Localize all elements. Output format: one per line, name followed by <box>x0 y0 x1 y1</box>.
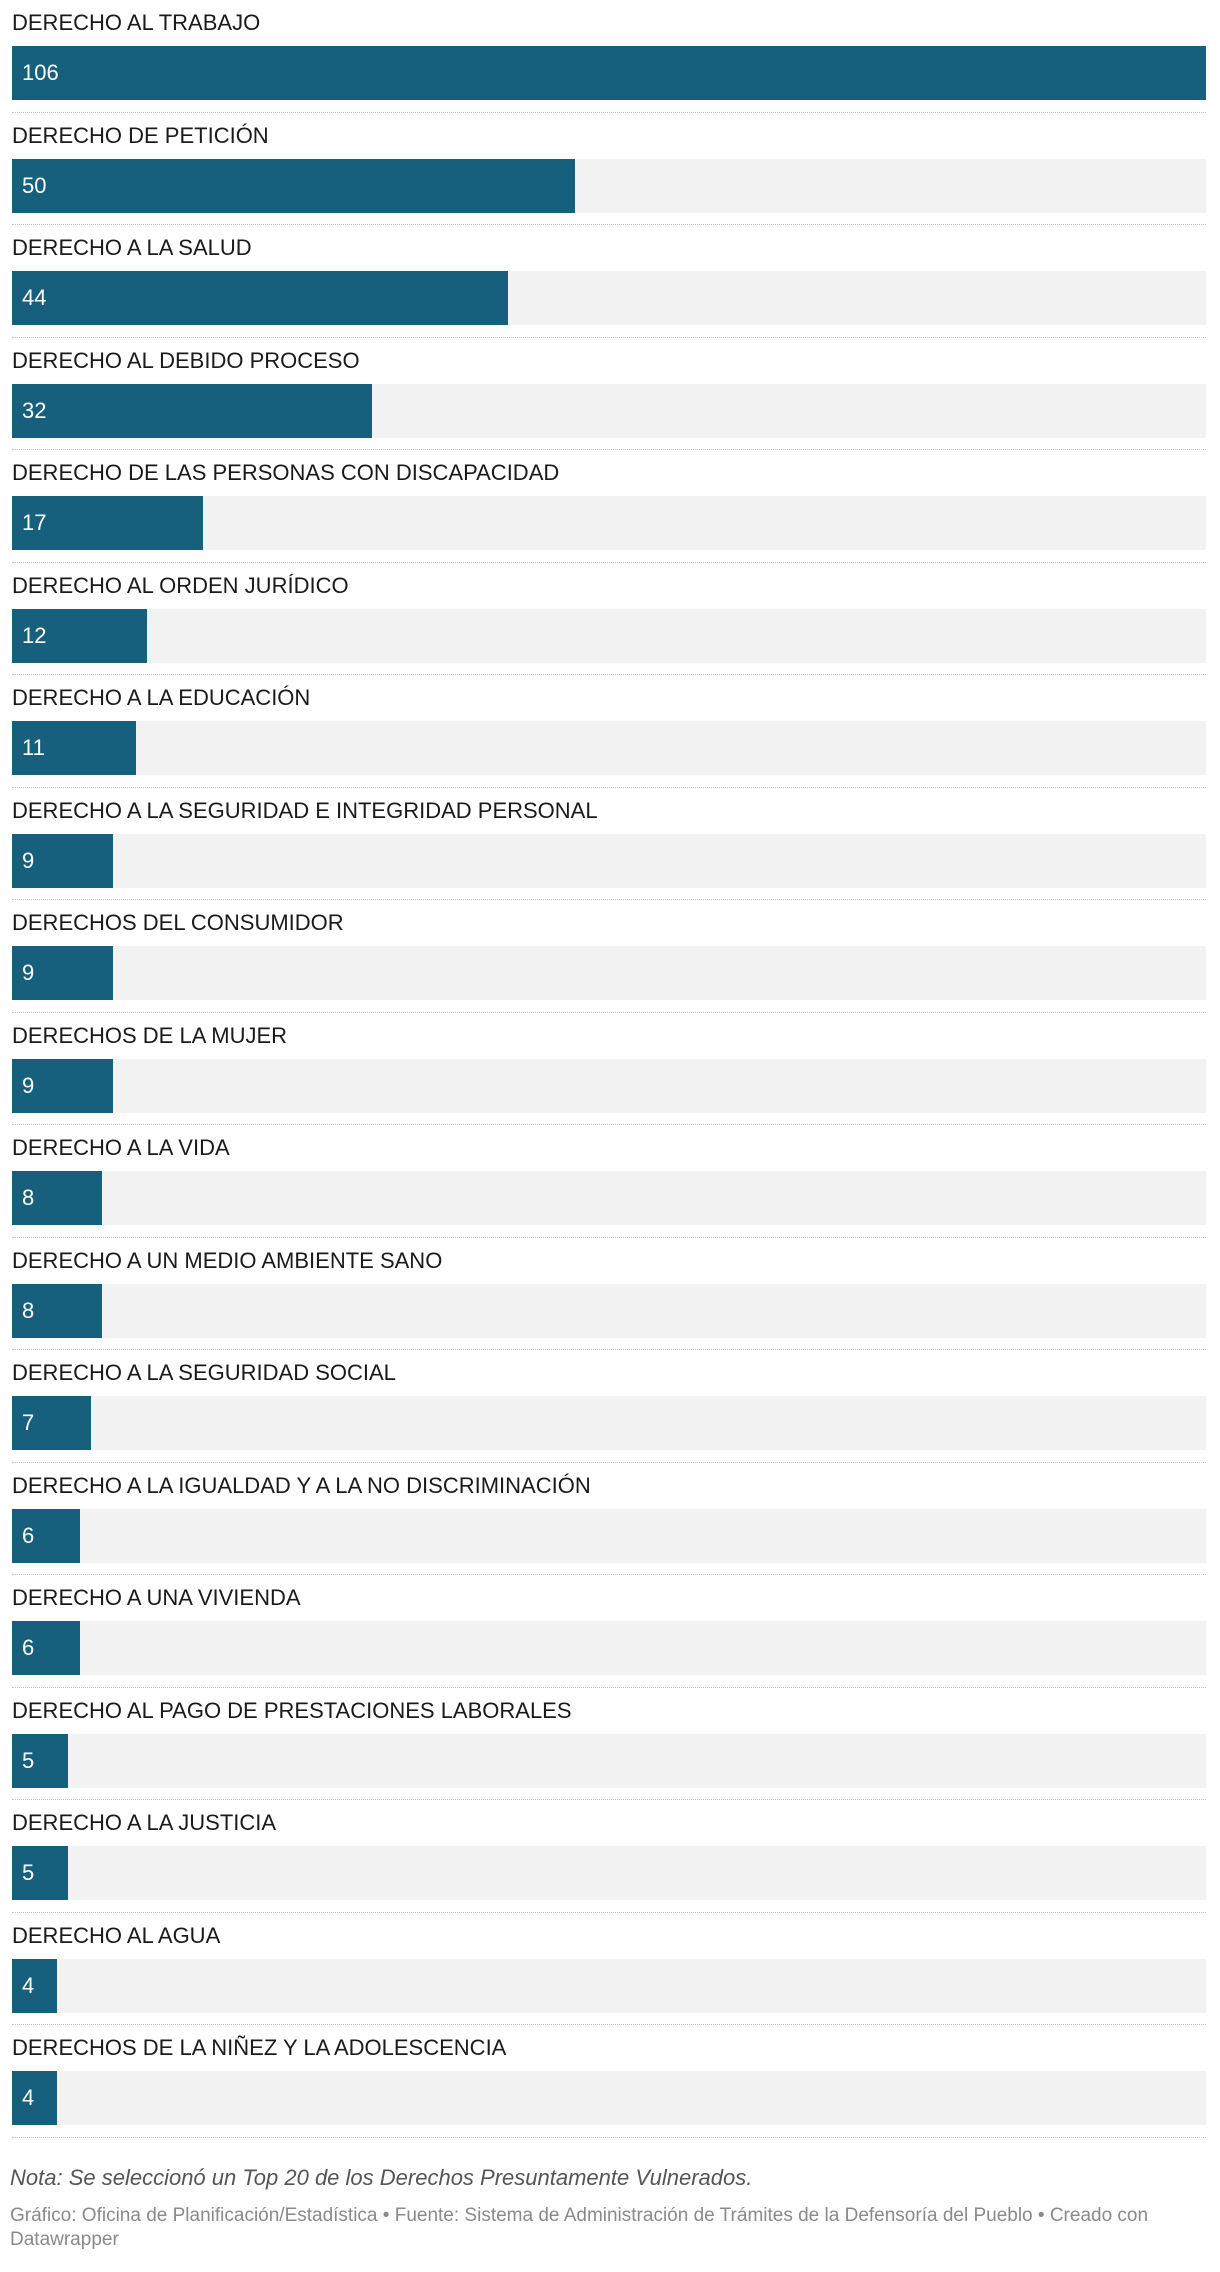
bar-label: DERECHO AL TRABAJO <box>12 10 261 35</box>
bar-label: DERECHOS DEL CONSUMIDOR <box>12 910 344 935</box>
bar-row <box>12 1013 1206 1126</box>
bar-value-label: 50 <box>22 172 47 198</box>
bar-value-label: 6 <box>22 1635 35 1660</box>
bar-row <box>12 113 1206 226</box>
bar-row <box>12 1125 1206 1238</box>
bar <box>12 271 508 325</box>
bar-track <box>12 2071 1206 2125</box>
bar-track <box>12 496 1206 550</box>
bar-row <box>12 1350 1206 1463</box>
bar-row <box>12 1575 1206 1688</box>
bar-track <box>12 1621 1206 1675</box>
bar-label: DERECHO A LA EDUCACIÓN <box>12 685 311 710</box>
bar-value-label: 17 <box>22 510 47 535</box>
bar-label: DERECHO A LA VIDA <box>12 1135 230 1160</box>
bar-track <box>12 271 1206 325</box>
bar-track <box>12 159 1206 213</box>
bar-value-label: 7 <box>22 1410 35 1435</box>
bar-track <box>12 1171 1206 1225</box>
bar-track <box>12 834 1206 888</box>
bar-value-label: 5 <box>22 1860 35 1885</box>
bar <box>12 46 1206 100</box>
bar-label: DERECHOS DE LA NIÑEZ Y LA ADOLESCENCIA <box>12 2035 507 2060</box>
bar-row <box>12 338 1206 451</box>
bar-track <box>12 609 1206 663</box>
bar-label: DERECHO A LA SEGURIDAD E INTEGRIDAD PERSONAL <box>12 797 598 823</box>
bar-track <box>12 1509 1206 1563</box>
bar-label: DERECHO AL PAGO DE PRESTACIONES LABORALES <box>12 1697 572 1723</box>
bar <box>12 1846 68 1900</box>
bar-value-label: 4 <box>22 2085 35 2110</box>
bar-label: DERECHO A LA JUSTICIA <box>12 1810 277 1835</box>
bar-row <box>12 0 1206 113</box>
bar-row <box>12 1688 1206 1801</box>
bar-track <box>12 721 1206 775</box>
bar-value-label: 8 <box>22 1297 35 1323</box>
bar-track <box>12 1059 1206 1113</box>
chart-credits: Gráfico: Oficina de Planificación/Estadística • Fuente: Sistema de Administración de Trámites de la Defensoría del Pueblo • Creado con Datawrapper <box>10 2205 1149 2250</box>
bar-track <box>12 946 1206 1000</box>
bar-value-label: 4 <box>22 1972 35 1998</box>
bar-value-label: 9 <box>22 847 35 873</box>
bar-row <box>12 1463 1206 1576</box>
bar-row <box>12 675 1206 788</box>
bar-row <box>12 1800 1206 1913</box>
bar-label: DERECHO AL DEBIDO PROCESO <box>12 347 360 373</box>
bar-label: DERECHO A LA IGUALDAD Y A LA NO DISCRIMINACIÓN <box>12 1472 591 1498</box>
bar-label: DERECHO A LA SEGURIDAD SOCIAL <box>12 1360 396 1385</box>
bar-label: DERECHO AL ORDEN JURÍDICO <box>12 572 349 598</box>
bar <box>12 1959 57 2013</box>
bar-value-label: 106 <box>22 60 59 85</box>
bar-row <box>12 900 1206 1013</box>
bar <box>12 1734 68 1788</box>
bar-label: DERECHO A UNA VIVIENDA <box>12 1585 301 1610</box>
bar <box>12 2071 57 2125</box>
bar-value-label: 5 <box>22 1747 35 1773</box>
bar-value-label: 6 <box>22 1522 35 1548</box>
bar-label: DERECHO DE LAS PERSONAS CON DISCAPACIDAD <box>12 460 560 485</box>
bar-track <box>12 384 1206 438</box>
bar-track <box>12 1396 1206 1450</box>
bar-track <box>12 1734 1206 1788</box>
bar-chart <box>12 0 1206 2138</box>
bar-track <box>12 1959 1206 2013</box>
bar-label: DERECHOS DE LA MUJER <box>12 1022 288 1048</box>
bar-label: DERECHO AL AGUA <box>12 1922 221 1948</box>
bar-track <box>12 1846 1206 1900</box>
row-divider <box>12 2137 1206 2138</box>
bar-label: DERECHO A LA SALUD <box>12 235 252 260</box>
bar-value-label: 12 <box>22 622 47 648</box>
bar-track <box>12 1284 1206 1338</box>
bar-row <box>12 563 1206 676</box>
bar <box>12 159 575 213</box>
bar-row <box>12 2025 1206 2138</box>
bar-row <box>12 788 1206 901</box>
bar-value-label: 44 <box>22 285 47 310</box>
bar-row <box>12 225 1206 338</box>
bar-row <box>12 1238 1206 1351</box>
bar-row <box>12 1913 1206 2026</box>
chart-note: Nota: Se seleccionó un Top 20 de los Derechos Presuntamente Vulnerados. <box>10 2165 753 2190</box>
bar-value-label: 8 <box>22 1185 35 1210</box>
bar-track <box>12 46 1206 100</box>
bar-label: DERECHO A UN MEDIO AMBIENTE SANO <box>12 1247 443 1273</box>
bar-row <box>12 450 1206 563</box>
bar-label: DERECHO DE PETICIÓN <box>12 122 269 148</box>
bar-value-label: 9 <box>22 1072 35 1098</box>
bar-value-label: 32 <box>22 397 47 423</box>
bar <box>12 384 372 438</box>
bar-value-label: 9 <box>22 960 35 985</box>
bar-value-label: 11 <box>22 735 45 760</box>
